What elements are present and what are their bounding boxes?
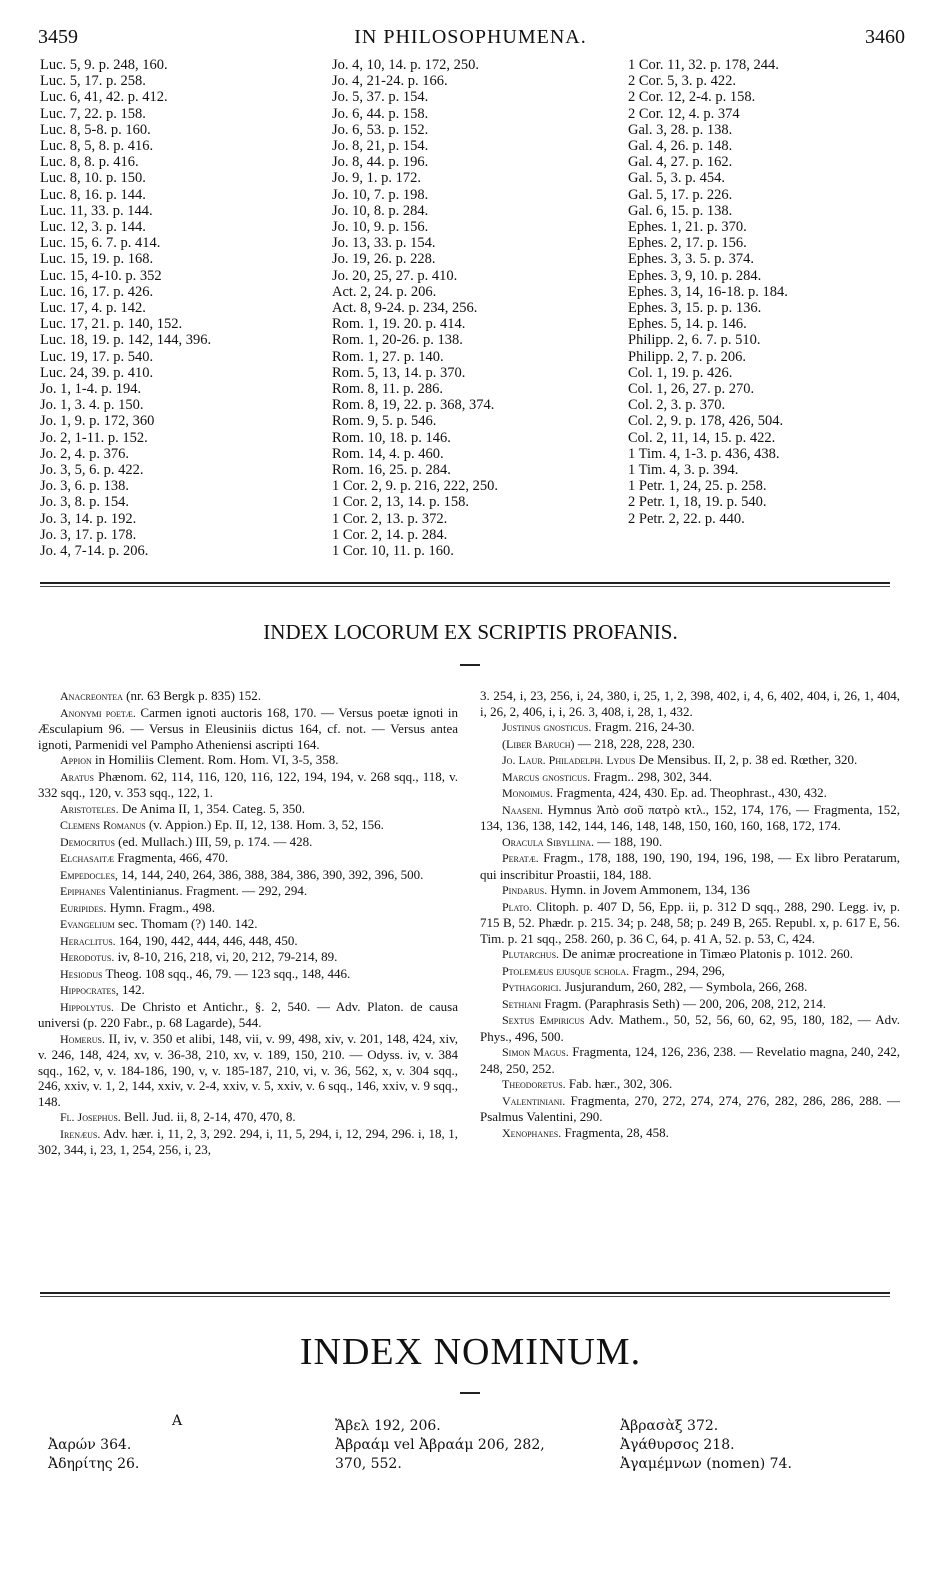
index-line: Gal. 5, 3. p. 454.	[628, 170, 726, 187]
index-entry	[38, 867, 458, 884]
index-line: Gal. 5, 17. p. 226.	[628, 186, 733, 203]
index-line: Luc. 15, 4-10. p. 352	[40, 267, 162, 284]
index-entry	[38, 769, 458, 801]
index-line: Rom. 14, 4. p. 460.	[332, 445, 444, 462]
index-line: Rom. 5, 13, 14. p. 370.	[332, 364, 466, 381]
entry-author: Democritus	[60, 834, 115, 849]
index-line: Luc. 24, 39. p. 410.	[40, 364, 154, 381]
entry-author: Euripides.	[60, 900, 107, 915]
index-line: Ephes. 3, 9, 10. p. 284.	[628, 267, 762, 284]
entry-author: Hippocrates,	[60, 983, 119, 997]
entry-references: (v. Appion.) Ep. II, 12, 138. Hom. 3, 52, 156.	[145, 817, 384, 832]
index-line: Col. 2, 3. p. 370.	[628, 397, 726, 414]
entry-author: Aratus	[60, 769, 95, 784]
index-line: Jo. 4, 21-24. p. 166.	[332, 73, 448, 90]
section-divider	[40, 582, 890, 584]
entry-references: Fragmenta, 466, 470.	[114, 850, 229, 865]
entry-references: Clitoph. p. 407 D, 56, Epp. ii, p. 312 D sqq., 288, 290. Legg. iv, p. 715 B, 52. Phædr. p. 215. 34; p. 248, 58; p. 249 B, 265. Republ. x, p. 617 E, 56. Tim. p. 21 sqq., 258. 260, p. 36 C, 64, p. 41 A, 52. p. 53, C, 424.	[480, 898, 900, 946]
index-line: Ἀβρασὰξ 372.	[620, 1418, 719, 1434]
entry-author: Monoimus.	[502, 786, 554, 800]
index-line: Luc. 12, 3. p. 144.	[40, 219, 146, 236]
entry-references: Hymnus Ἀπὸ σοῦ πατρὸ κτλ., 152, 174, 176, — Fragmenta, 152, 134, 136, 138, 142, 144, 146, 148, 148, 150, 160, 160, 168, 172, 174.	[480, 801, 900, 833]
index-entry	[480, 1044, 900, 1076]
entry-references: Hymn. Fragm., 498.	[106, 899, 216, 915]
index-line: Jo. 10, 8. p. 284.	[332, 202, 429, 219]
index-line: Luc. 15, 6. 7. p. 414.	[40, 235, 161, 252]
index-line: Luc. 8, 5, 8. p. 416.	[40, 138, 154, 155]
index-line: Luc. 11, 33. p. 144.	[40, 202, 153, 219]
letter-heading: A	[172, 1413, 183, 1429]
index-line: Jo. 2, 4. p. 376.	[40, 445, 130, 462]
nominum-title-dash	[460, 1392, 480, 1394]
index-entry	[480, 785, 900, 802]
index-line: 2 Petr. 1, 18, 19. p. 540.	[628, 494, 767, 511]
index-entry	[38, 916, 458, 933]
index-entry	[38, 982, 458, 999]
index-line: 1 Cor. 2, 14. p. 284.	[332, 526, 448, 543]
index-line: Ἀβραάμ vel Ἀβραάμ 206, 282,	[335, 1437, 545, 1453]
index-line: Jo. 6, 53. p. 152.	[332, 121, 429, 138]
index-entry	[38, 834, 458, 851]
index-entry	[38, 949, 458, 966]
index-entry	[480, 1125, 900, 1142]
entry-author: Xenophanes.	[502, 1125, 562, 1140]
index-line: Jo. 3, 14. p. 192.	[40, 510, 137, 527]
index-line: Luc. 5, 17. p. 258.	[40, 73, 146, 90]
index-line: Jo. 4, 7-14. p. 206.	[40, 543, 149, 560]
index-entry	[480, 736, 900, 753]
entry-references: 3. 254, i, 23, 256, i, 24, 380, i, 25, 1, 2, 398, 402, i, 4, 6, 402, 404, i, 26, 1, 404, i, 26, 2, 406, i, i, 26. 3, 408, i, 28, 1, 432.	[480, 688, 900, 719]
index-line: Luc. 8, 5-8. p. 160.	[40, 121, 151, 138]
scripture-column-3	[628, 57, 788, 527]
scripture-column-1	[40, 57, 211, 559]
entry-author: Pindarus.	[502, 883, 548, 897]
index-line: Luc. 15, 19. p. 168.	[40, 251, 154, 268]
entry-references: Fragm. (Paraphrasis Seth) — 200, 206, 208, 212, 214.	[541, 995, 826, 1011]
nominum-column-3	[620, 1417, 792, 1474]
index-entry	[480, 996, 900, 1013]
index-line: Col. 1, 19. p. 426.	[628, 364, 733, 381]
index-line: 1 Cor. 10, 11. p. 160.	[332, 543, 454, 560]
entry-references: 142.	[118, 982, 145, 997]
index-entry	[480, 979, 900, 996]
index-entry	[480, 882, 900, 899]
entry-references: Carmen ignoti auctoris 168, 170. — Versus poetæ ignoti in Æsculapium 96. — Versus in Eleusiniis dictus 164, cf. not. — Versus antea ignoti, Parmenidi vel Pampho Atheniensi ascripti 164.	[38, 704, 458, 752]
entry-references: Fragmenta, 424, 430. Ep. ad. Theophrast., 430, 432.	[553, 785, 827, 800]
entry-author: Anacreontea	[60, 689, 123, 703]
entry-author: Naaseni.	[502, 802, 543, 817]
index-entry	[480, 1012, 900, 1044]
index-line: Jo. 19, 26. p. 228.	[332, 251, 436, 268]
entry-references: iv, 8-10, 216, 218, vi, 20, 212, 79-214, 89.	[114, 949, 338, 964]
entry-author: Elchasaitæ	[60, 851, 114, 865]
entry-author: Justinus gnosticus.	[502, 720, 592, 734]
index-entry	[480, 963, 900, 980]
index-line: 1 Tim. 4, 1-3. p. 436, 438.	[628, 445, 780, 462]
index-line: 2 Cor. 5, 3. p. 422.	[628, 73, 736, 90]
page-header	[0, 22, 941, 52]
index-line: Gal. 4, 27. p. 162.	[628, 154, 733, 171]
index-line: Rom. 1, 19. 20. p. 414.	[332, 316, 466, 333]
index-line: Luc. 7, 22. p. 158.	[40, 105, 146, 122]
index-entry	[480, 769, 900, 786]
entry-references: Jusjurandum, 260, 282, — Symbola, 266, 268.	[561, 979, 808, 994]
entry-references: De Mensibus. II, 2, p. 38 ed. Rœther, 320.	[635, 752, 858, 767]
entry-author: Herodotus.	[60, 950, 115, 964]
entry-author: Sethiani	[502, 996, 542, 1011]
index-entry	[38, 933, 458, 950]
index-line: Jo. 13, 33. p. 154.	[332, 235, 436, 252]
entry-references: Phænom. 62, 114, 116, 120, 116, 122, 194, 194, v. 268 sqq., 118, v. 332 sqq., 120, v. 353 sqq., 122, 1.	[38, 768, 458, 800]
entry-author: Sextus Empiricus	[502, 1013, 585, 1027]
index-line: Ephes. 3, 3. 5. p. 374.	[628, 251, 755, 268]
entry-references: Fragmenta, 270, 272, 274, 274, 276, 282, 286, 286, 288. — Psalmus Valentini, 290.	[480, 1092, 900, 1124]
entry-author: Jo. Laur. Philadelph. Lydus	[502, 753, 636, 767]
index-entry	[38, 850, 458, 867]
nominum-column-2	[335, 1417, 545, 1474]
entry-references: 164, 190, 442, 444, 446, 448, 450.	[115, 932, 298, 948]
entry-author: Hippolytus.	[60, 999, 114, 1014]
entry-references: Fragmenta, 28, 458.	[561, 1124, 669, 1140]
index-line: 2 Cor. 12, 2-4. p. 158.	[628, 89, 756, 106]
entry-references: Fragmenta, 124, 126, 236, 238. — Revelatio magna, 240, 242, 248, 250, 252.	[480, 1044, 900, 1076]
index-entry	[38, 966, 458, 983]
index-line: Jo. 8, 21, p. 154.	[332, 138, 429, 155]
nominum-column-1	[48, 1436, 139, 1474]
entry-references: (ed. Mullach.) III, 59, p. 174. — 428.	[114, 833, 313, 849]
index-line: 1 Tim. 4, 3. p. 394.	[628, 462, 739, 479]
index-entry	[480, 899, 900, 947]
index-line: Luc. 8, 8. p. 416.	[40, 154, 139, 171]
index-line: Jo. 3, 17. p. 178.	[40, 526, 137, 543]
index-entry	[480, 719, 900, 736]
index-entry	[480, 1076, 900, 1093]
section-divider-2	[40, 1292, 890, 1294]
index-line: 1 Cor. 2, 13, 14. p. 158.	[332, 494, 469, 511]
page-number-left: 3459	[38, 26, 78, 48]
entry-references: 14, 144, 240, 264, 386, 388, 384, 386, 390, 392, 396, 500.	[117, 866, 424, 882]
entry-references: (nr. 63 Bergk p. 835) 152.	[122, 688, 261, 703]
index-line: Act. 2, 24. p. 206.	[332, 283, 437, 300]
nominum-index-title: INDEX NOMINUM.	[299, 1331, 642, 1373]
profane-index-title: INDEX LOCORUM EX SCRIPTIS PROFANIS.	[263, 620, 678, 644]
index-line: Jo. 2, 1-11. p. 152.	[40, 429, 148, 446]
index-line: Luc. 8, 10. p. 150.	[40, 170, 146, 187]
entry-author: Plato.	[502, 899, 532, 914]
index-line: Col. 2, 9. p. 178, 426, 504.	[628, 413, 784, 430]
index-entry	[480, 946, 900, 963]
index-line: 1 Petr. 1, 24, 25. p. 258.	[628, 478, 767, 495]
index-line: Luc. 18, 19. p. 142, 144, 396.	[40, 332, 212, 349]
index-line: Philipp. 2, 6. 7. p. 510.	[628, 332, 761, 349]
entry-author: Hesiodus	[60, 966, 103, 981]
entry-references: Fragm.. 298, 302, 344.	[590, 768, 712, 784]
index-line: Ἀδηρίτης 26.	[48, 1456, 140, 1472]
index-entry	[38, 705, 458, 753]
index-line: Jo. 5, 37. p. 154.	[332, 89, 429, 106]
entry-author: Evangelium	[60, 917, 115, 931]
index-line: 1 Cor. 2, 13. p. 372.	[332, 510, 448, 527]
entry-references: II, iv, v. 350 et alibi, 148, vii, v. 99, 498, xiv, v. 201, 148, 424, xiv, v. 246, 148, 424, xv, v. 36-38, 210, xv, v. 189, 150, 210. — Odyss. iv, v. 384 sqq., 162, v, v. 184-186, 190, v, v. 185-187, 210, vi, v. 36, 562, x, v. 304 sqq., 246, xxiv, v. 1, 2, 144, xxiv, v. 2-4, xxiv, v. 5, xxiv, v. 6 sqq., 146, xxiv, v. 9 sqq., 148.	[38, 1030, 458, 1109]
section-divider-thin	[40, 586, 890, 587]
index-line: Col. 2, 11, 14, 15. p. 422.	[628, 429, 776, 446]
entry-author: Epiphanes	[60, 884, 106, 898]
profane-index-left-column	[38, 688, 458, 1158]
index-entry	[480, 802, 900, 834]
index-line: Luc. 8, 16. p. 144.	[40, 186, 146, 203]
entry-author: Valentiniani.	[502, 1093, 566, 1108]
index-entry	[480, 850, 900, 882]
entry-author: Homerus.	[60, 1031, 106, 1046]
index-entry	[38, 1126, 458, 1158]
running-title: IN PHILOSOPHUMENA.	[354, 26, 587, 48]
index-line: Rom. 1, 20-26. p. 138.	[332, 332, 463, 349]
index-line: Luc. 17, 4. p. 142.	[40, 300, 146, 317]
entry-author: Clemens Romanus	[60, 818, 146, 832]
entry-references: De Christo et Antichr., §. 2, 540. — Adv. Platon. de causa universi (p. 220 Fabr., p. 68 Lagarde), 544.	[38, 998, 458, 1030]
entry-author: Pythagorici.	[502, 980, 562, 994]
section-divider-2-thin	[40, 1296, 890, 1297]
index-line: Jo. 3, 6. p. 138.	[40, 478, 130, 495]
entry-author: (Liber Baruch)	[502, 736, 575, 751]
entry-references: Fragm., 294, 296,	[629, 962, 725, 978]
index-entry	[480, 1093, 900, 1125]
index-line: Jo. 1, 1-4. p. 194.	[40, 381, 142, 398]
title-dash	[460, 664, 480, 666]
index-line: Ephes. 2, 17. p. 156.	[628, 235, 747, 252]
index-entry	[38, 752, 458, 769]
entry-references: De Anima II, 1, 354. Categ. 5, 350.	[118, 800, 305, 816]
index-line: Jo. 10, 7. p. 198.	[332, 186, 429, 203]
index-line: Luc. 16, 17. p. 426.	[40, 283, 154, 300]
entry-references: Fab. hær., 302, 306.	[565, 1076, 673, 1091]
index-line: Jo. 3, 5, 6. p. 422.	[40, 462, 144, 479]
index-entry	[38, 1109, 458, 1126]
index-entry	[38, 801, 458, 818]
entry-references: — 218, 228, 228, 230.	[574, 735, 695, 751]
entry-author: Fl. Josephus.	[60, 1110, 121, 1124]
index-line: Rom. 16, 25. p. 284.	[332, 462, 451, 479]
entry-author: Plutarchus.	[502, 947, 560, 961]
index-line: Gal. 3, 28. p. 138.	[628, 121, 733, 138]
index-entry	[38, 900, 458, 917]
index-entry	[38, 883, 458, 900]
index-line: Jo. 9, 1. p. 172.	[332, 170, 422, 187]
entry-author: Heraclitus.	[60, 933, 116, 948]
index-entry	[38, 999, 458, 1031]
index-line: Gal. 4, 26. p. 148.	[628, 138, 733, 155]
index-entry	[38, 688, 458, 705]
index-line: Rom. 8, 11. p. 286.	[332, 381, 444, 398]
index-line: Jo. 1, 3. 4. p. 150.	[40, 397, 144, 414]
index-entry	[480, 834, 900, 851]
index-line: Jo. 10, 9. p. 156.	[332, 219, 429, 236]
index-entry	[480, 688, 900, 719]
index-entry	[38, 817, 458, 834]
entry-references: Adv. hær. i, 11, 2, 3, 292. 294, i, 11, 5, 294, i, 12, 294, 296. i, 18, 1, 302, 344, i, 23, 1, 254, 256, i, 23,	[38, 1125, 458, 1157]
scripture-column-2	[332, 57, 498, 559]
index-line: Col. 1, 26, 27. p. 270.	[628, 381, 755, 398]
index-line: 370, 552.	[335, 1456, 402, 1472]
entry-references: Adv. Mathem., 50, 52, 56, 60, 62, 95, 180, 182, — Adv. Phys., 496, 500.	[480, 1012, 900, 1044]
entry-author: Appion	[60, 753, 92, 767]
index-line: Ephes. 5, 14. p. 146.	[628, 316, 747, 333]
entry-author: Ptolemæus ejusque schola.	[502, 963, 630, 978]
entry-author: Peratæ.	[502, 851, 539, 865]
entry-references: Fragm. 216, 24-30.	[591, 719, 695, 734]
index-line: Jo. 6, 44. p. 158.	[332, 105, 429, 122]
index-line: Gal. 6, 15. p. 138.	[628, 202, 733, 219]
index-line: 1 Cor. 2, 9. p. 216, 222, 250.	[332, 478, 498, 495]
entry-author: Marcus gnosticus.	[502, 769, 591, 784]
entry-references: Fragm., 178, 188, 190, 190, 194, 196, 198, — Ex libro Peratarum, qui inscribitur Proastii, 184, 188.	[480, 850, 900, 882]
index-line: Jo. 4, 10, 14. p. 172, 250.	[332, 57, 480, 73]
profane-index-right-column	[480, 688, 900, 1141]
entry-references: in Homiliis Clement. Rom. Hom. VI, 3-5, 358.	[91, 752, 339, 767]
index-line: Philipp. 2, 7. p. 206.	[628, 348, 747, 365]
index-line: Rom. 10, 18. p. 146.	[332, 429, 451, 446]
index-line: Ἀγάθυρσος 218.	[620, 1437, 735, 1453]
index-line: 2 Cor. 12, 4. p. 374	[628, 105, 740, 122]
entry-author: Simon Magus.	[502, 1045, 569, 1059]
entry-author: Theodoretus.	[502, 1077, 566, 1091]
index-line: Jo. 1, 9. p. 172, 360	[40, 413, 155, 430]
index-line: Jo. 20, 25, 27. p. 410.	[332, 267, 458, 284]
entry-references: Bell. Jud. ii, 8, 2-14, 470, 470, 8.	[120, 1109, 296, 1124]
index-line: Ephes. 3, 14, 16-18. p. 184.	[628, 283, 788, 300]
index-line: Ἄβελ 192, 206.	[335, 1418, 441, 1434]
index-line: Jo. 3, 8. p. 154.	[40, 494, 130, 511]
index-entry	[480, 752, 900, 769]
entry-references: Theog. 108 sqq., 46, 79. — 123 sqq., 148, 446.	[102, 965, 351, 981]
index-line: Ephes. 1, 21. p. 370.	[628, 219, 747, 236]
index-line: Luc. 6, 41, 42. p. 412.	[40, 89, 168, 106]
entry-references: — 188, 190.	[594, 833, 663, 849]
page-number-right: 3460	[865, 26, 905, 48]
entry-author: Anonymi poetæ.	[60, 705, 136, 720]
index-line: 1 Cor. 11, 32. p. 178, 244.	[628, 57, 779, 73]
index-line: Rom. 9, 5. p. 546.	[332, 413, 437, 430]
index-entry	[38, 1031, 458, 1110]
index-line: Ἀγαμέμνων (nomen) 74.	[620, 1456, 792, 1472]
index-line: Luc. 17, 21. p. 140, 152.	[40, 316, 183, 333]
entry-references: sec. Thomam (?) 140. 142.	[114, 916, 258, 931]
entry-references: De animæ procreatione in Timæo Platonis p. 1012. 260.	[559, 946, 853, 961]
index-line: Luc. 19, 17. p. 540.	[40, 348, 154, 365]
entry-author: Empedocles,	[60, 867, 118, 882]
index-line: Rom. 1, 27. p. 140.	[332, 348, 444, 365]
index-line: Jo. 8, 44. p. 196.	[332, 154, 429, 171]
index-line: Luc. 5, 9. p. 248, 160.	[40, 57, 168, 73]
entry-references: Hymn. in Jovem Ammonem, 134, 136	[547, 882, 750, 897]
index-line: Act. 8, 9-24. p. 234, 256.	[332, 300, 478, 317]
entry-author: Irenæus.	[60, 1126, 101, 1141]
index-line: Rom. 8, 19, 22. p. 368, 374.	[332, 397, 495, 414]
index-line: Ἀαρών 364.	[48, 1437, 132, 1453]
entry-author: Aristoteles.	[60, 801, 119, 816]
index-line: 2 Petr. 2, 22. p. 440.	[628, 510, 745, 527]
entry-references: Valentinianus. Fragment. — 292, 294.	[105, 883, 308, 898]
index-line: Ephes. 3, 15. p. p. 136.	[628, 300, 762, 317]
entry-author: Oracula Sibyllina.	[502, 834, 594, 849]
